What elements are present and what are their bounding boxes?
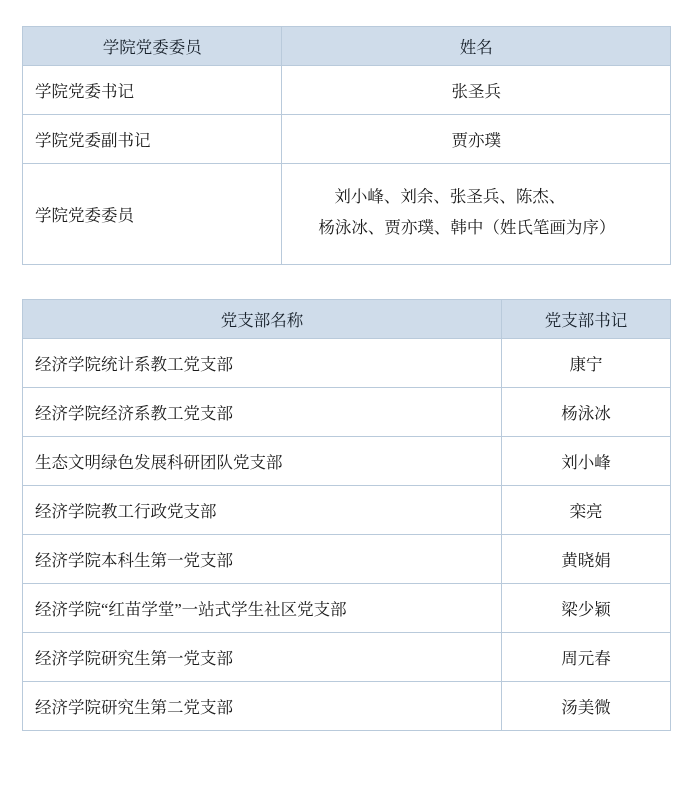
branch-name-cell: 经济学院研究生第二党支部 <box>23 682 502 731</box>
branch-name-cell: 经济学院经济系教工党支部 <box>23 388 502 437</box>
column-header-name: 姓名 <box>282 27 671 66</box>
table-header-row <box>23 27 671 66</box>
table-row <box>23 486 671 535</box>
table-row <box>23 633 671 682</box>
branch-secretary-cell: 栾亮 <box>502 486 671 535</box>
party-committee-table-head <box>23 27 671 66</box>
table-row <box>23 388 671 437</box>
branch-secretary-cell: 梁少颖 <box>502 584 671 633</box>
table-row <box>23 437 671 486</box>
party-committee-table-body <box>23 66 671 265</box>
branch-secretary-cell: 康宁 <box>502 339 671 388</box>
column-header-branch-secretary: 党支部书记 <box>502 300 671 339</box>
members-line-1: 刘小峰、刘余、张圣兵、陈杰、 <box>334 187 566 207</box>
branch-secretary-cell: 周元春 <box>502 633 671 682</box>
table-row <box>23 66 671 115</box>
branch-name-cell: 经济学院本科生第一党支部 <box>23 535 502 584</box>
name-cell: 贾亦璞 <box>282 115 671 164</box>
branch-secretary-cell: 杨泳冰 <box>502 388 671 437</box>
role-cell: 学院党委委员 <box>23 164 282 265</box>
name-cell: 张圣兵 <box>282 66 671 115</box>
members-line-2: 杨泳冰、贾亦璞、韩中（姓氏笔画为序） <box>318 218 616 237</box>
role-cell: 学院党委副书记 <box>23 115 282 164</box>
table-row <box>23 682 671 731</box>
column-header-branch-name: 党支部名称 <box>23 300 502 339</box>
branch-secretary-cell: 黄晓娟 <box>502 535 671 584</box>
branch-name-cell: 经济学院“红苗学堂”一站式学生社区党支部 <box>23 584 502 633</box>
table-row <box>23 115 671 164</box>
role-cell: 学院党委书记 <box>23 66 282 115</box>
branch-secretary-cell: 汤美微 <box>502 682 671 731</box>
branch-name-cell: 经济学院教工行政党支部 <box>23 486 502 535</box>
branch-name-cell: 生态文明绿色发展科研团队党支部 <box>23 437 502 486</box>
branch-name-cell: 经济学院统计系教工党支部 <box>23 339 502 388</box>
party-committee-table <box>22 26 671 265</box>
branch-secretary-cell: 刘小峰 <box>502 437 671 486</box>
table-header-row <box>23 300 671 339</box>
party-branches-table <box>22 299 671 731</box>
table-row <box>23 339 671 388</box>
table-row <box>23 584 671 633</box>
party-branches-table-head <box>23 300 671 339</box>
table-row <box>23 535 671 584</box>
branch-name-cell: 经济学院研究生第一党支部 <box>23 633 502 682</box>
table-row-members <box>23 164 671 265</box>
column-header-role: 学院党委委员 <box>23 27 282 66</box>
party-branches-table-body <box>23 339 671 731</box>
members-cell <box>282 164 671 265</box>
